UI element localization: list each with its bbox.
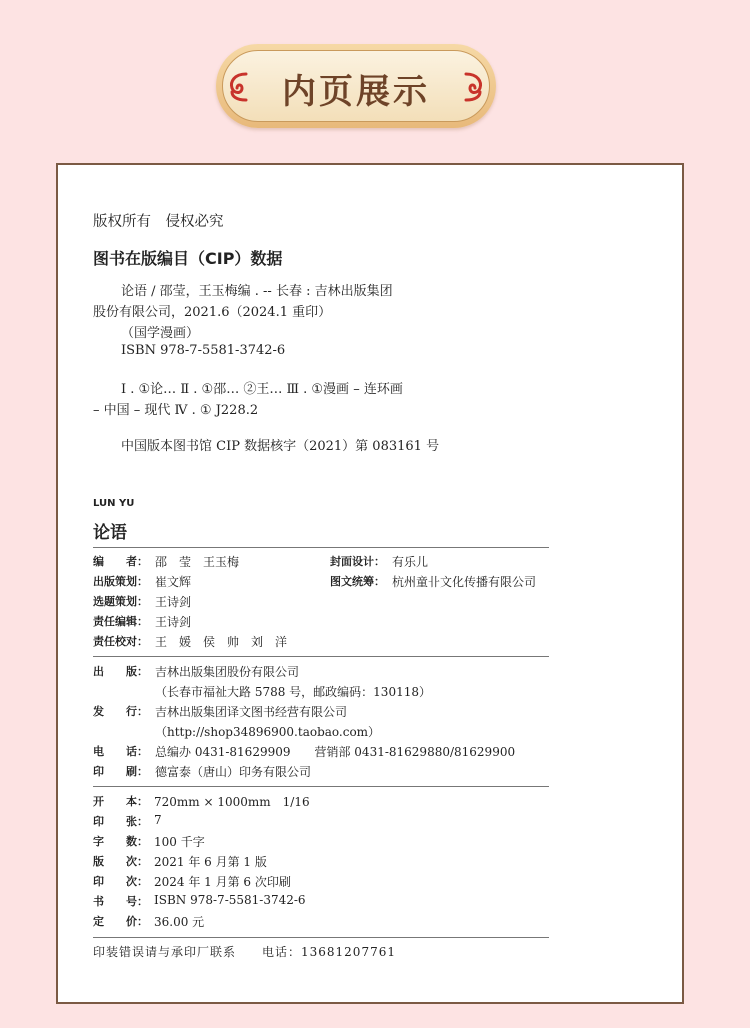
value-distributor-url: （http://shop34896900.taobao.com） [155, 725, 381, 739]
spec-label: 定 价： [93, 915, 148, 928]
spec-label: 印 次： [93, 875, 148, 888]
spec-value: 2024 年 1 月第 6 次印刷 [154, 875, 291, 889]
section-badge [216, 44, 496, 128]
divider [93, 656, 549, 657]
value-phone: 总编办 0431-81629909 营销部 0431-81629880/81629900 [155, 745, 516, 759]
label-printer: 印 刷： [93, 765, 148, 778]
value-resp-editor: 王诗剑 [155, 615, 192, 629]
printing-defect-contact: 印装错误请与承印厂联系 电话：13681207761 [93, 945, 396, 959]
spec-value: 100 千字 [154, 835, 205, 849]
copyright-notice: 版权所有 侵权必究 [93, 214, 224, 230]
spec-label: 开 本： [93, 795, 148, 808]
value-proof: 王 媛 侯 帅 刘 洋 [155, 635, 288, 649]
divider [93, 937, 549, 938]
spec-label: 字 数： [93, 835, 148, 848]
spec-value: 720mm × 1000mm 1/16 [154, 795, 310, 809]
spec-label: 印 张： [93, 815, 148, 828]
spec-value: 2021 年 6 月第 1 版 [154, 855, 267, 869]
spec-value: 7 [154, 813, 162, 827]
book-pinyin: LUN YU [93, 498, 135, 509]
value-layout: 杭州童卝文化传播有限公司 [392, 575, 537, 589]
spec-label: 书 号： [93, 895, 148, 908]
cip-line: – 中国 – 现代 Ⅳ . ① J228.2 [93, 403, 259, 418]
label-editor: 编 者： [93, 555, 148, 568]
label-distributor: 发 行： [93, 705, 148, 718]
label-cover: 封面设计： [330, 555, 385, 568]
cip-line: ISBN 978-7-5581-3742-6 [121, 343, 286, 358]
cip-line: （国学漫画） [121, 326, 200, 341]
divider [93, 547, 549, 548]
value-printer: 德富泰（唐山）印务有限公司 [155, 765, 312, 779]
value-editor: 邵 莹 王玉梅 [155, 555, 240, 569]
label-proof: 责任校对： [93, 635, 148, 648]
spec-value: ISBN 978-7-5581-3742-6 [154, 893, 306, 907]
cip-title: 图书在版编目（CIP）数据 [93, 249, 283, 268]
value-cover: 有乐儿 [392, 555, 429, 569]
label-phone: 电 话： [93, 745, 148, 758]
label-resp-editor: 责任编辑： [93, 615, 148, 628]
value-publisher: 吉林出版集团股份有限公司 [155, 665, 300, 679]
cip-line: 股份有限公司，2021.6（2024.1 重印） [93, 305, 332, 320]
section-title: 内页展示 [282, 72, 430, 112]
value-distributor: 吉林出版集团译文图书经营有限公司 [155, 705, 348, 719]
spec-label: 版 次： [93, 855, 148, 868]
cip-line: 论语 / 邵莹，王玉梅编 . -- 长春 : 吉林出版集团 [121, 284, 393, 299]
cip-line: Ⅰ . ①论… Ⅱ . ①邵… ②王… Ⅲ . ①漫画 – 连环画 [121, 382, 403, 397]
label-planning: 出版策划： [93, 575, 148, 588]
value-publisher-address: （长春市福祉大路 5788 号，邮政编码：130118） [155, 685, 431, 699]
divider [93, 786, 549, 787]
label-layout: 图文统筹： [330, 575, 385, 588]
book-title: 论语 [93, 523, 127, 543]
value-topic: 王诗剑 [155, 595, 192, 609]
spec-value: 36.00 元 [154, 915, 205, 929]
value-planning: 崔文辉 [155, 575, 192, 589]
label-publisher: 出 版： [93, 665, 148, 678]
cip-line: 中国版本图书馆 CIP 数据核字（2021）第 083161 号 [121, 439, 440, 454]
label-topic: 选题策划： [93, 595, 148, 608]
